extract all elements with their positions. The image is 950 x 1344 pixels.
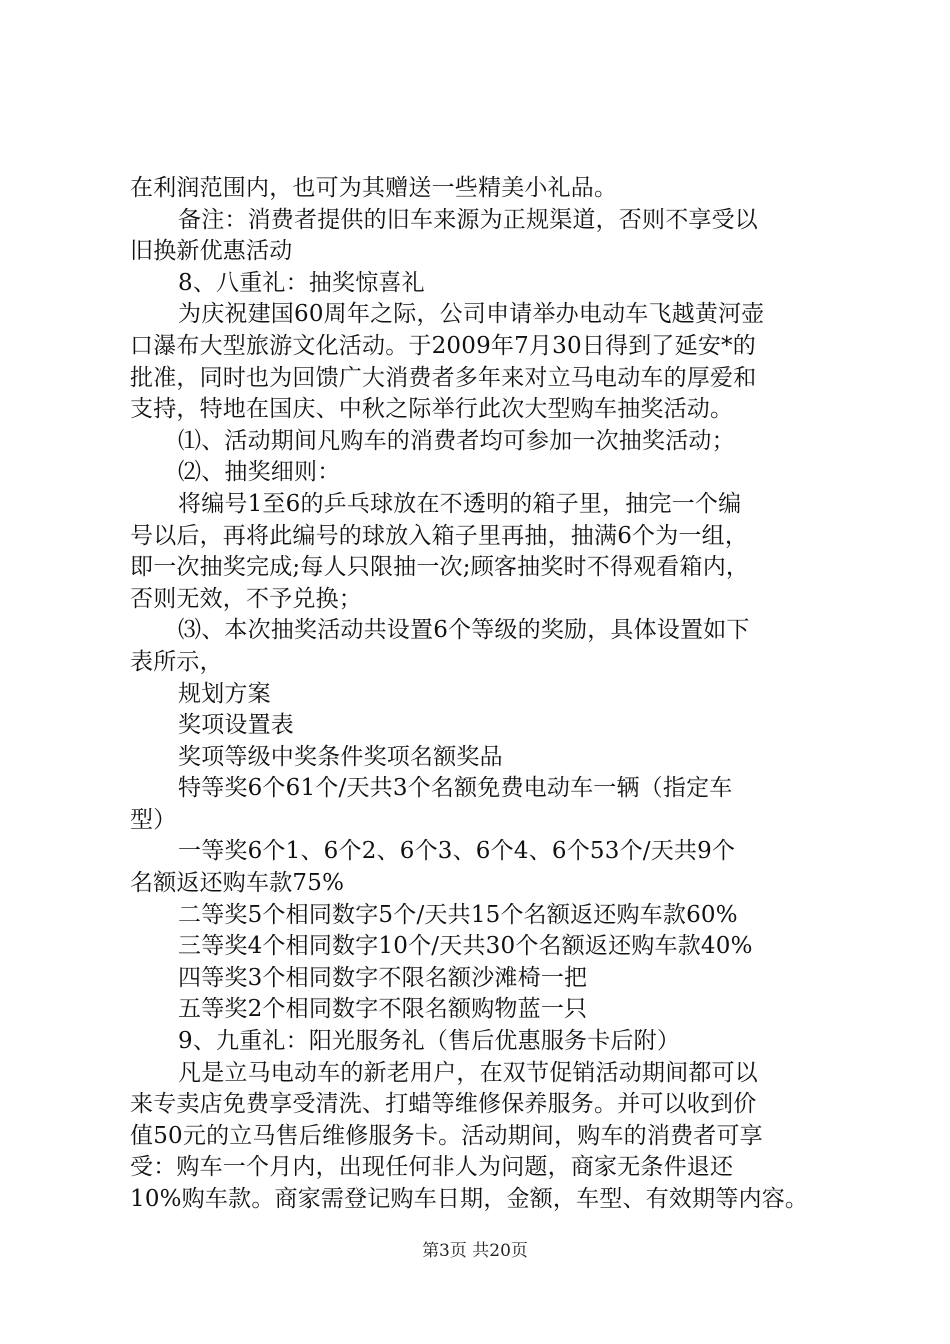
text-line: ⑶、本次抽奖活动共设置6个等级的奖励，具体设置如下 (178, 617, 750, 644)
prize-line: 特等奖6个61个/天共3个名额免费电动车一辆（指定车 (178, 775, 733, 802)
text-line: 凡是立马电动车的新老用户，在双节促销活动期间都可以 (178, 1059, 758, 1086)
text-line: 值50元的立马售后维修服务卡。活动期间，购车的消费者可享 (130, 1122, 763, 1149)
prize-line: 三等奖4个相同数字10个/天共30个名额返还购车款40% (178, 933, 753, 960)
text-line: 10%购车款。商家需登记购车日期，金额，车型、有效期等内容。 (130, 1186, 809, 1212)
page-number-footer: 第3页 共20页 (422, 1241, 528, 1261)
text-line: 号以后，再将此编号的球放入箱子里再抽，抽满6个为一组， (130, 522, 749, 549)
text-line: 将编号1至6的乒乓球放在不透明的箱子里，抽完一个编 (178, 490, 742, 517)
text-line: 受：购车一个月内，出现任何非人为问题，商家无条件退还 (130, 1154, 734, 1181)
text-line: 口瀑布大型旅游文化活动。于2009年7月30日得到了延安*的 (130, 332, 756, 359)
text-line: 批准，同时也为回馈广大消费者多年来对立马电动车的厚爱和 (130, 364, 757, 391)
prize-line: 名额返还购车款75% (130, 870, 345, 897)
text-line: 旧换新优惠活动 (130, 238, 293, 265)
text-line: ⑵、抽奖细则： (178, 459, 341, 486)
text-line: ⑴、活动期间凡购车的消费者均可参加一次抽奖活动； (178, 427, 735, 454)
prize-line: 五等奖2个相同数字不限名额购物蓝一只 (178, 996, 588, 1023)
text-line: 备注：消费者提供的旧车来源为正规渠道，否则不享受以 (178, 206, 758, 233)
prize-line: 一等奖6个1、6个2、6个3、6个4、6个53个/天共9个 (178, 838, 736, 865)
table-title: 奖项设置表 (178, 712, 294, 739)
text-line: 否则无效，不予兑换； (130, 585, 362, 612)
text-line: 来专卖店免费享受清洗、打蜡等维修保养服务。并可以收到价 (130, 1091, 757, 1118)
table-header-line: 奖项等级中奖条件奖项名额奖品 (178, 743, 503, 770)
text-line: 即一次抽奖完成;每人只限抽一次;顾客抽奖时不得观看箱内， (130, 554, 750, 581)
document-body (130, 173, 830, 1216)
prize-line: 四等奖3个相同数字不限名额沙滩椅一把 (178, 964, 588, 991)
prize-line: 型） (130, 806, 177, 833)
text-line: 支持，特地在国庆、中秋之际举行此次大型购车抽奖活动。 (130, 396, 734, 423)
section-heading: 9、九重礼：阳光服务礼（售后优惠服务卡后附） (178, 1028, 681, 1055)
text-line: 为庆祝建国60周年之际，公司申请举办电动车飞越黄河壶 (178, 301, 765, 328)
text-line: 表所示， (130, 648, 223, 675)
section-heading: 8、八重礼：抽奖惊喜礼 (178, 269, 425, 296)
text-line: 在利润范围内，也可为其赠送一些精美小礼品。 (130, 175, 618, 201)
prize-line: 二等奖5个相同数字5个/天共15个名额返还购车款60% (178, 901, 738, 928)
text-line: 规划方案 (178, 680, 271, 707)
